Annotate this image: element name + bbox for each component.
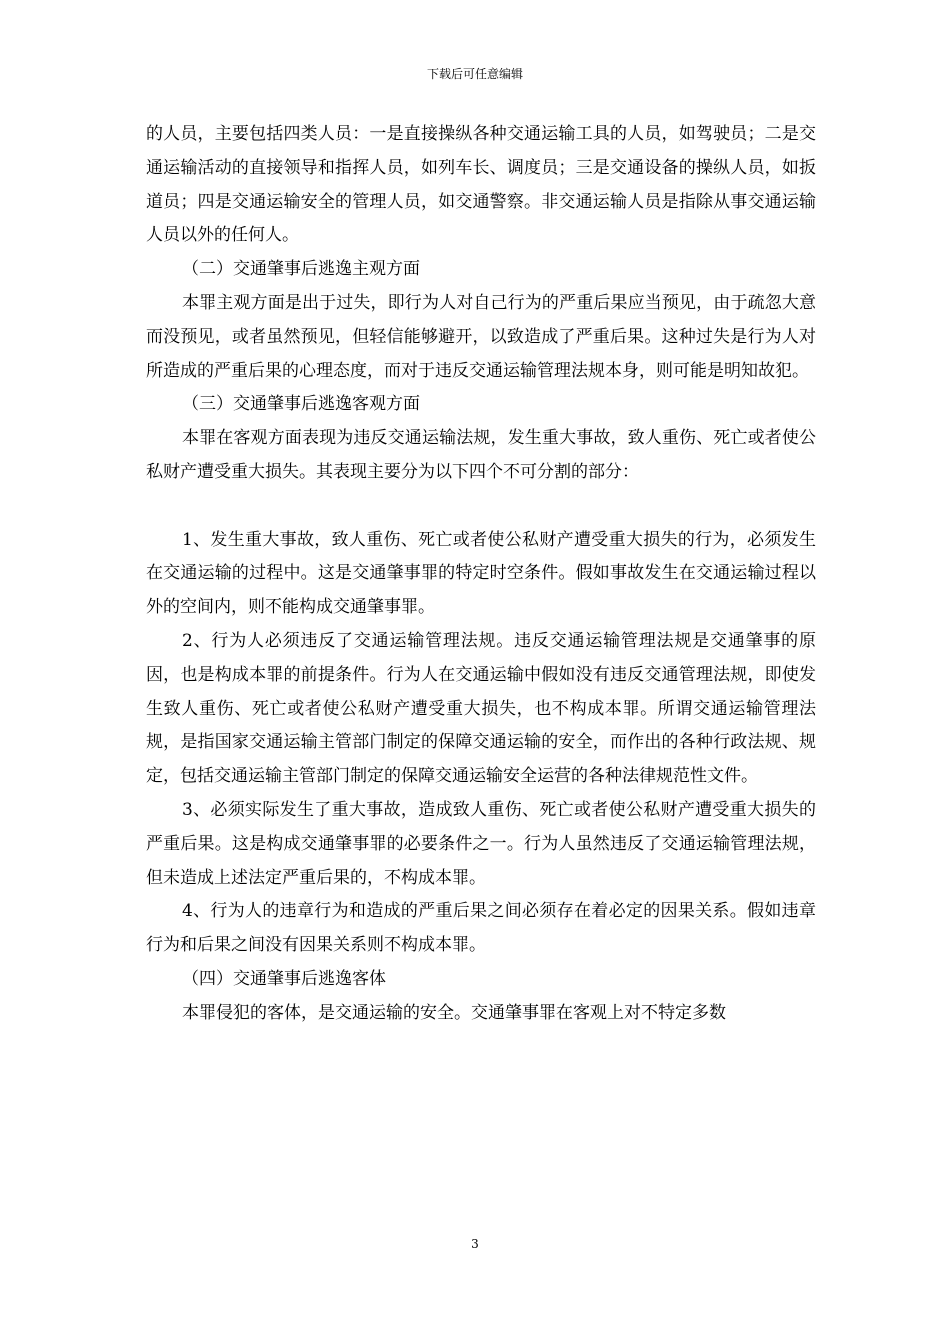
paragraph-subjective: 本罪主观方面是出于过失，即行为人对自己行为的严重后果应当预见，由于疏忽大意而没预见，或者虽然预见，但轻信能够避开，以致造成了严重后果。这种过失是行为人对所造成的严重后果的心理态度，而对于违反交通运输管理法规本身，则可能是明知故犯。 xyxy=(146,292,816,381)
section-heading-objective: （三）交通肇事后逃逸客观方面 xyxy=(182,394,420,415)
document-body xyxy=(146,118,816,1031)
section-heading-subjective: （二）交通肇事后逃逸主观方面 xyxy=(182,259,420,280)
list-item-2: 2、行为人必须违反了交通运输管理法规。违反交通运输管理法规是交通肇事的原因，也是构成本罪的前提条件。行为人在交通运输中假如没有违反交通管理法规，即使发生致人重伤、死亡或者使公私财产遭受重大损失，也不构成本罪。所谓交通运输管理法规，是指国家交通运输主管部门制定的保障交通运输的安全，而作出的各种行政法规、规定，包括交通运输主管部门制定的保障交通运输安全运营的各种法律规范性文件。 xyxy=(146,630,816,787)
paragraph-objective: 本罪在客观方面表现为违反交通运输法规，发生重大事故，致人重伤、死亡或者使公私财产遭受重大损失。其表现主要分为以下四个不可分割的部分： xyxy=(146,428,816,482)
paragraph-personnel: 的人员，主要包括四类人员：一是直接操纵各种交通运输工具的人员，如驾驶员；二是交通运输活动的直接领导和指挥人员，如列车长、调度员；三是交通设备的操纵人员，如扳道员；四是交通运输安全的管理人员，如交通警察。非交通运输人员是指除从事交通运输人员以外的任何人。 xyxy=(146,124,816,246)
paragraph-object: 本罪侵犯的客体，是交通运输的安全。交通肇事罪在客观上对不特定多数 xyxy=(182,1002,726,1023)
list-item-3: 3、必须实际发生了重大事故，造成致人重伤、死亡或者使公私财产遭受重大损失的严重后果。这是构成交通肇事罪的必要条件之一。行为人虽然违反了交通运输管理法规，但未造成上述法定严重后果的，不构成本罪。 xyxy=(146,799,816,888)
page-header: 下载后可任意编辑 xyxy=(426,67,523,81)
list-item-4: 4、行为人的违章行为和造成的严重后果之间必须存在着必定的因果关系。假如违章行为和后果之间没有因果关系则不构成本罪。 xyxy=(146,901,816,956)
list-item-1: 1、发生重大事故，致人重伤、死亡或者使公私财产遭受重大损失的行为，必须发生在交通运输的过程中。这是交通肇事罪的特定时空条件。假如事故发生在交通运输过程以外的空间内，则不能构成交通肇事罪。 xyxy=(146,529,816,618)
blank-line xyxy=(146,490,816,524)
section-heading-object: （四）交通肇事后逃逸客体 xyxy=(182,968,386,989)
page-number: 3 xyxy=(471,1237,479,1251)
